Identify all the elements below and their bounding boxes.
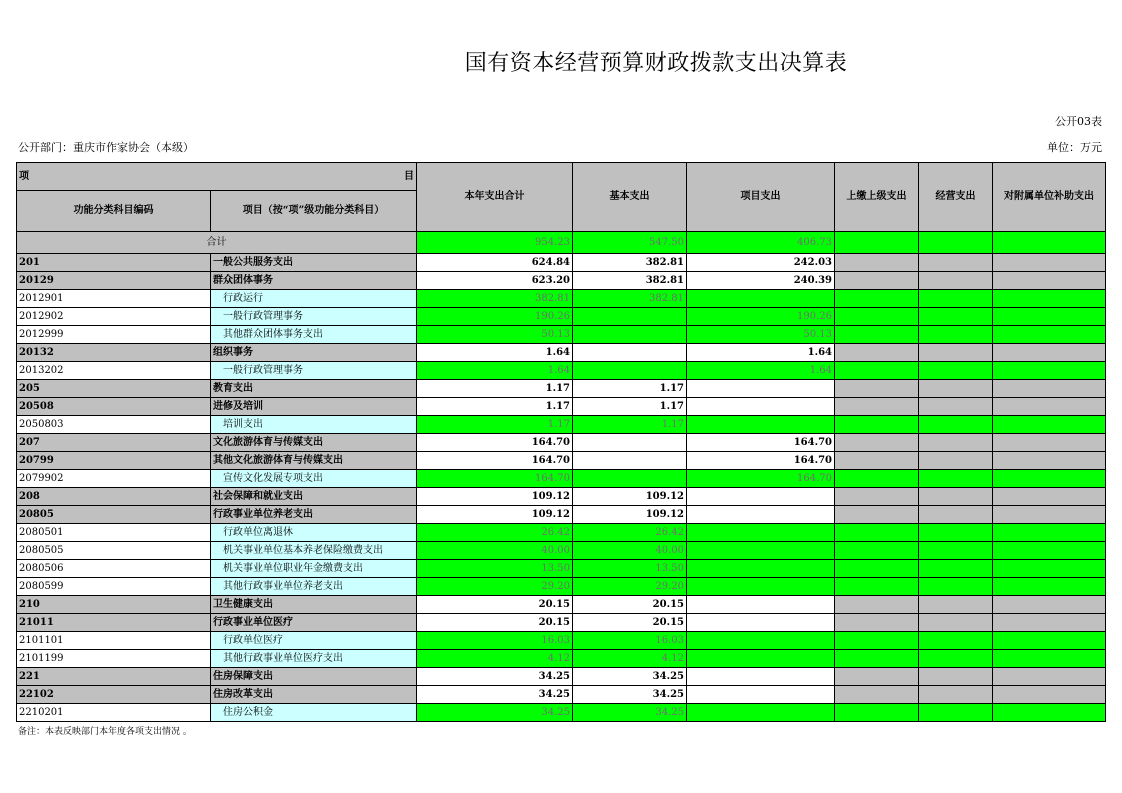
row-upper (835, 470, 919, 488)
row-basic: 34.25 (573, 704, 687, 722)
header-subsidy: 对附属单位补助支出 (993, 163, 1106, 232)
row-project (687, 578, 835, 596)
row-name: 机关事业单位基本养老保险缴费支出 (211, 542, 417, 560)
row-upper (835, 380, 919, 398)
row-name: 宣传文化发展专项支出 (211, 470, 417, 488)
table-row (17, 326, 1106, 344)
row-basic (573, 362, 687, 380)
row-basic: 20.15 (573, 596, 687, 614)
row-total: 624.84 (417, 254, 573, 272)
row-business (919, 596, 993, 614)
row-project: 1.64 (687, 344, 835, 362)
row-project (687, 416, 835, 434)
sum-project: 406.73 (687, 232, 835, 254)
row-business (919, 272, 993, 290)
row-code: 2080506 (17, 560, 211, 578)
table-row (17, 686, 1106, 704)
row-total: 623.20 (417, 272, 573, 290)
row-name: 行政单位离退休 (211, 524, 417, 542)
header-mu: 目 (404, 170, 414, 182)
row-upper (835, 362, 919, 380)
row-project (687, 488, 835, 506)
row-project (687, 542, 835, 560)
row-business (919, 488, 993, 506)
row-code: 2050803 (17, 416, 211, 434)
row-basic: 34.25 (573, 686, 687, 704)
row-basic (573, 434, 687, 452)
row-basic: 1.17 (573, 380, 687, 398)
row-business (919, 308, 993, 326)
row-name: 住房改革支出 (211, 686, 417, 704)
sum-label: 合计 (17, 232, 417, 254)
row-project (687, 596, 835, 614)
header-name: 项目（按“项”级功能分类科目） (211, 191, 417, 232)
row-basic: 4.12 (573, 650, 687, 668)
table-row (17, 578, 1106, 596)
header-business: 经营支出 (919, 163, 993, 232)
row-subsidy (993, 344, 1106, 362)
row-total: 164.70 (417, 434, 573, 452)
row-total: 1.64 (417, 362, 573, 380)
table-row (17, 704, 1106, 722)
row-upper (835, 254, 919, 272)
row-basic: 26.42 (573, 524, 687, 542)
page-title: 国有资本经营预算财政拨款支出决算表 (464, 51, 848, 76)
row-name: 其他群众团体事务支出 (211, 326, 417, 344)
row-business (919, 668, 993, 686)
row-subsidy (993, 560, 1106, 578)
row-project (687, 398, 835, 416)
row-name: 行政事业单位医疗 (211, 614, 417, 632)
header-code: 功能分类科目编码 (17, 191, 211, 232)
row-name: 其他行政事业单位医疗支出 (211, 650, 417, 668)
row-code: 21011 (17, 614, 211, 632)
row-code: 2012999 (17, 326, 211, 344)
table-row (17, 344, 1106, 362)
row-subsidy (993, 506, 1106, 524)
row-subsidy (993, 614, 1106, 632)
row-total: 34.25 (417, 686, 573, 704)
row-total: 164.70 (417, 452, 573, 470)
row-name: 机关事业单位职业年金缴费支出 (211, 560, 417, 578)
row-subsidy (993, 596, 1106, 614)
row-business (919, 578, 993, 596)
row-name: 进修及培训 (211, 398, 417, 416)
row-total: 382.81 (417, 290, 573, 308)
row-project (687, 668, 835, 686)
row-basic (573, 470, 687, 488)
row-project (687, 686, 835, 704)
header-basic: 基本支出 (573, 163, 687, 232)
table-row (17, 506, 1106, 524)
row-subsidy (993, 650, 1106, 668)
table-row (17, 254, 1106, 272)
table-row (17, 398, 1106, 416)
row-project (687, 290, 835, 308)
row-business (919, 290, 993, 308)
table-row (17, 524, 1106, 542)
row-code: 2210201 (17, 704, 211, 722)
row-upper (835, 326, 919, 344)
row-basic: 109.12 (573, 488, 687, 506)
row-total: 13.50 (417, 560, 573, 578)
row-total: 34.25 (417, 704, 573, 722)
row-name: 卫生健康支出 (211, 596, 417, 614)
row-total: 50.13 (417, 326, 573, 344)
row-total: 20.15 (417, 614, 573, 632)
header-project: 项目支出 (687, 163, 835, 232)
row-upper (835, 686, 919, 704)
row-code: 2101101 (17, 632, 211, 650)
row-business (919, 560, 993, 578)
table-row (17, 452, 1106, 470)
row-basic: 382.81 (573, 272, 687, 290)
header-xiang: 项 (19, 170, 29, 182)
row-code: 2013202 (17, 362, 211, 380)
table-row (17, 614, 1106, 632)
row-name: 行政单位医疗 (211, 632, 417, 650)
sum-basic: 547.50 (573, 232, 687, 254)
row-code: 210 (17, 596, 211, 614)
row-upper (835, 290, 919, 308)
row-project (687, 380, 835, 398)
row-code: 20508 (17, 398, 211, 416)
row-business (919, 524, 993, 542)
row-subsidy (993, 326, 1106, 344)
row-basic: 382.81 (573, 254, 687, 272)
row-total: 29.20 (417, 578, 573, 596)
row-business (919, 470, 993, 488)
footnote: 备注：本表反映部门本年度各项支出情况 。 (18, 727, 192, 737)
row-name: 其他行政事业单位养老支出 (211, 578, 417, 596)
table-row (17, 380, 1106, 398)
sum-upper (835, 232, 919, 254)
form-number: 公开03表 (1055, 115, 1102, 128)
row-business (919, 632, 993, 650)
row-basic (573, 452, 687, 470)
sum-total: 954.23 (417, 232, 573, 254)
unit-label: 单位：万元 (1047, 141, 1102, 154)
row-total: 16.03 (417, 632, 573, 650)
table-row (17, 596, 1106, 614)
row-subsidy (993, 308, 1106, 326)
row-business (919, 704, 993, 722)
table-row (17, 488, 1106, 506)
row-name: 培训支出 (211, 416, 417, 434)
row-business (919, 254, 993, 272)
row-code: 205 (17, 380, 211, 398)
row-basic: 16.03 (573, 632, 687, 650)
row-upper (835, 488, 919, 506)
row-subsidy (993, 578, 1106, 596)
row-code: 221 (17, 668, 211, 686)
row-project: 190.26 (687, 308, 835, 326)
row-upper (835, 542, 919, 560)
table-row (17, 272, 1106, 290)
row-total: 26.42 (417, 524, 573, 542)
row-business (919, 326, 993, 344)
row-project: 50.13 (687, 326, 835, 344)
row-code: 2012902 (17, 308, 211, 326)
row-subsidy (993, 416, 1106, 434)
row-name: 行政运行 (211, 290, 417, 308)
department-label: 公开部门：重庆市作家协会（本级） (18, 141, 194, 154)
row-project: 240.39 (687, 272, 835, 290)
row-upper (835, 524, 919, 542)
row-project (687, 632, 835, 650)
row-upper (835, 272, 919, 290)
table-row (17, 434, 1106, 452)
row-business (919, 506, 993, 524)
row-upper (835, 632, 919, 650)
row-basic: 1.17 (573, 416, 687, 434)
row-subsidy (993, 632, 1106, 650)
row-code: 208 (17, 488, 211, 506)
sum-subsidy (993, 232, 1106, 254)
table-row (17, 668, 1106, 686)
header-total: 本年支出合计 (417, 163, 573, 232)
row-upper (835, 614, 919, 632)
row-name: 住房保障支出 (211, 668, 417, 686)
table-row (17, 650, 1106, 668)
row-total: 1.64 (417, 344, 573, 362)
row-subsidy (993, 290, 1106, 308)
row-name: 教育支出 (211, 380, 417, 398)
row-code: 20132 (17, 344, 211, 362)
row-subsidy (993, 452, 1106, 470)
header-upper: 上缴上级支出 (835, 163, 919, 232)
sum-business (919, 232, 993, 254)
row-total: 1.17 (417, 398, 573, 416)
row-project (687, 614, 835, 632)
sum-row (17, 232, 1106, 254)
row-code: 2080501 (17, 524, 211, 542)
row-upper (835, 452, 919, 470)
row-basic: 382.81 (573, 290, 687, 308)
row-upper (835, 506, 919, 524)
row-business (919, 686, 993, 704)
row-total: 109.12 (417, 506, 573, 524)
row-business (919, 614, 993, 632)
row-business (919, 434, 993, 452)
row-basic: 109.12 (573, 506, 687, 524)
row-upper (835, 398, 919, 416)
row-code: 207 (17, 434, 211, 452)
row-business (919, 344, 993, 362)
row-basic (573, 344, 687, 362)
header-item-group (17, 163, 417, 191)
row-total: 1.17 (417, 380, 573, 398)
row-code: 20799 (17, 452, 211, 470)
row-code: 2080505 (17, 542, 211, 560)
row-total: 164.70 (417, 470, 573, 488)
row-basic (573, 326, 687, 344)
row-subsidy (993, 254, 1106, 272)
row-code: 20129 (17, 272, 211, 290)
row-subsidy (993, 668, 1106, 686)
table-row (17, 470, 1106, 488)
row-upper (835, 308, 919, 326)
row-basic: 1.17 (573, 398, 687, 416)
row-business (919, 452, 993, 470)
row-subsidy (993, 524, 1106, 542)
row-total: 34.25 (417, 668, 573, 686)
table-row (17, 560, 1106, 578)
row-project: 1.64 (687, 362, 835, 380)
row-code: 22102 (17, 686, 211, 704)
row-upper (835, 704, 919, 722)
row-upper (835, 668, 919, 686)
row-name: 一般行政管理事务 (211, 308, 417, 326)
row-business (919, 416, 993, 434)
row-total: 20.15 (417, 596, 573, 614)
row-business (919, 650, 993, 668)
table-row (17, 542, 1106, 560)
row-name: 行政事业单位养老支出 (211, 506, 417, 524)
table-row (17, 632, 1106, 650)
row-upper (835, 344, 919, 362)
row-code: 2101199 (17, 650, 211, 668)
row-upper (835, 650, 919, 668)
row-total: 109.12 (417, 488, 573, 506)
table-row (17, 416, 1106, 434)
row-subsidy (993, 362, 1106, 380)
row-project: 164.70 (687, 452, 835, 470)
row-subsidy (993, 272, 1106, 290)
row-project: 164.70 (687, 434, 835, 452)
row-code: 2012901 (17, 290, 211, 308)
table-row (17, 290, 1106, 308)
row-upper (835, 560, 919, 578)
row-subsidy (993, 398, 1106, 416)
row-name: 组织事务 (211, 344, 417, 362)
row-basic: 40.00 (573, 542, 687, 560)
row-business (919, 398, 993, 416)
row-name: 住房公积金 (211, 704, 417, 722)
row-project (687, 524, 835, 542)
row-subsidy (993, 380, 1106, 398)
row-subsidy (993, 686, 1106, 704)
row-total: 1.17 (417, 416, 573, 434)
row-project (687, 560, 835, 578)
row-total: 40.00 (417, 542, 573, 560)
row-subsidy (993, 488, 1106, 506)
row-name: 其他文化旅游体育与传媒支出 (211, 452, 417, 470)
row-name: 群众团体事务 (211, 272, 417, 290)
row-code: 2080599 (17, 578, 211, 596)
row-business (919, 362, 993, 380)
row-subsidy (993, 470, 1106, 488)
row-name: 文化旅游体育与传媒支出 (211, 434, 417, 452)
row-subsidy (993, 704, 1106, 722)
row-name: 一般公共服务支出 (211, 254, 417, 272)
row-business (919, 542, 993, 560)
row-subsidy (993, 434, 1106, 452)
row-project (687, 704, 835, 722)
row-name: 一般行政管理事务 (211, 362, 417, 380)
row-code: 20805 (17, 506, 211, 524)
table-row (17, 362, 1106, 380)
row-project (687, 650, 835, 668)
row-basic: 13.50 (573, 560, 687, 578)
row-upper (835, 416, 919, 434)
row-project (687, 506, 835, 524)
row-name: 社会保障和就业支出 (211, 488, 417, 506)
row-upper (835, 596, 919, 614)
row-code: 201 (17, 254, 211, 272)
row-project: 164.70 (687, 470, 835, 488)
row-project: 242.03 (687, 254, 835, 272)
row-total: 190.26 (417, 308, 573, 326)
row-upper (835, 434, 919, 452)
row-upper (835, 578, 919, 596)
row-subsidy (993, 542, 1106, 560)
row-basic (573, 308, 687, 326)
row-basic: 20.15 (573, 614, 687, 632)
expenditure-table (16, 162, 1106, 722)
row-code: 2079902 (17, 470, 211, 488)
row-basic: 29.20 (573, 578, 687, 596)
row-basic: 34.25 (573, 668, 687, 686)
row-total: 4.12 (417, 650, 573, 668)
row-business (919, 380, 993, 398)
table-row (17, 308, 1106, 326)
